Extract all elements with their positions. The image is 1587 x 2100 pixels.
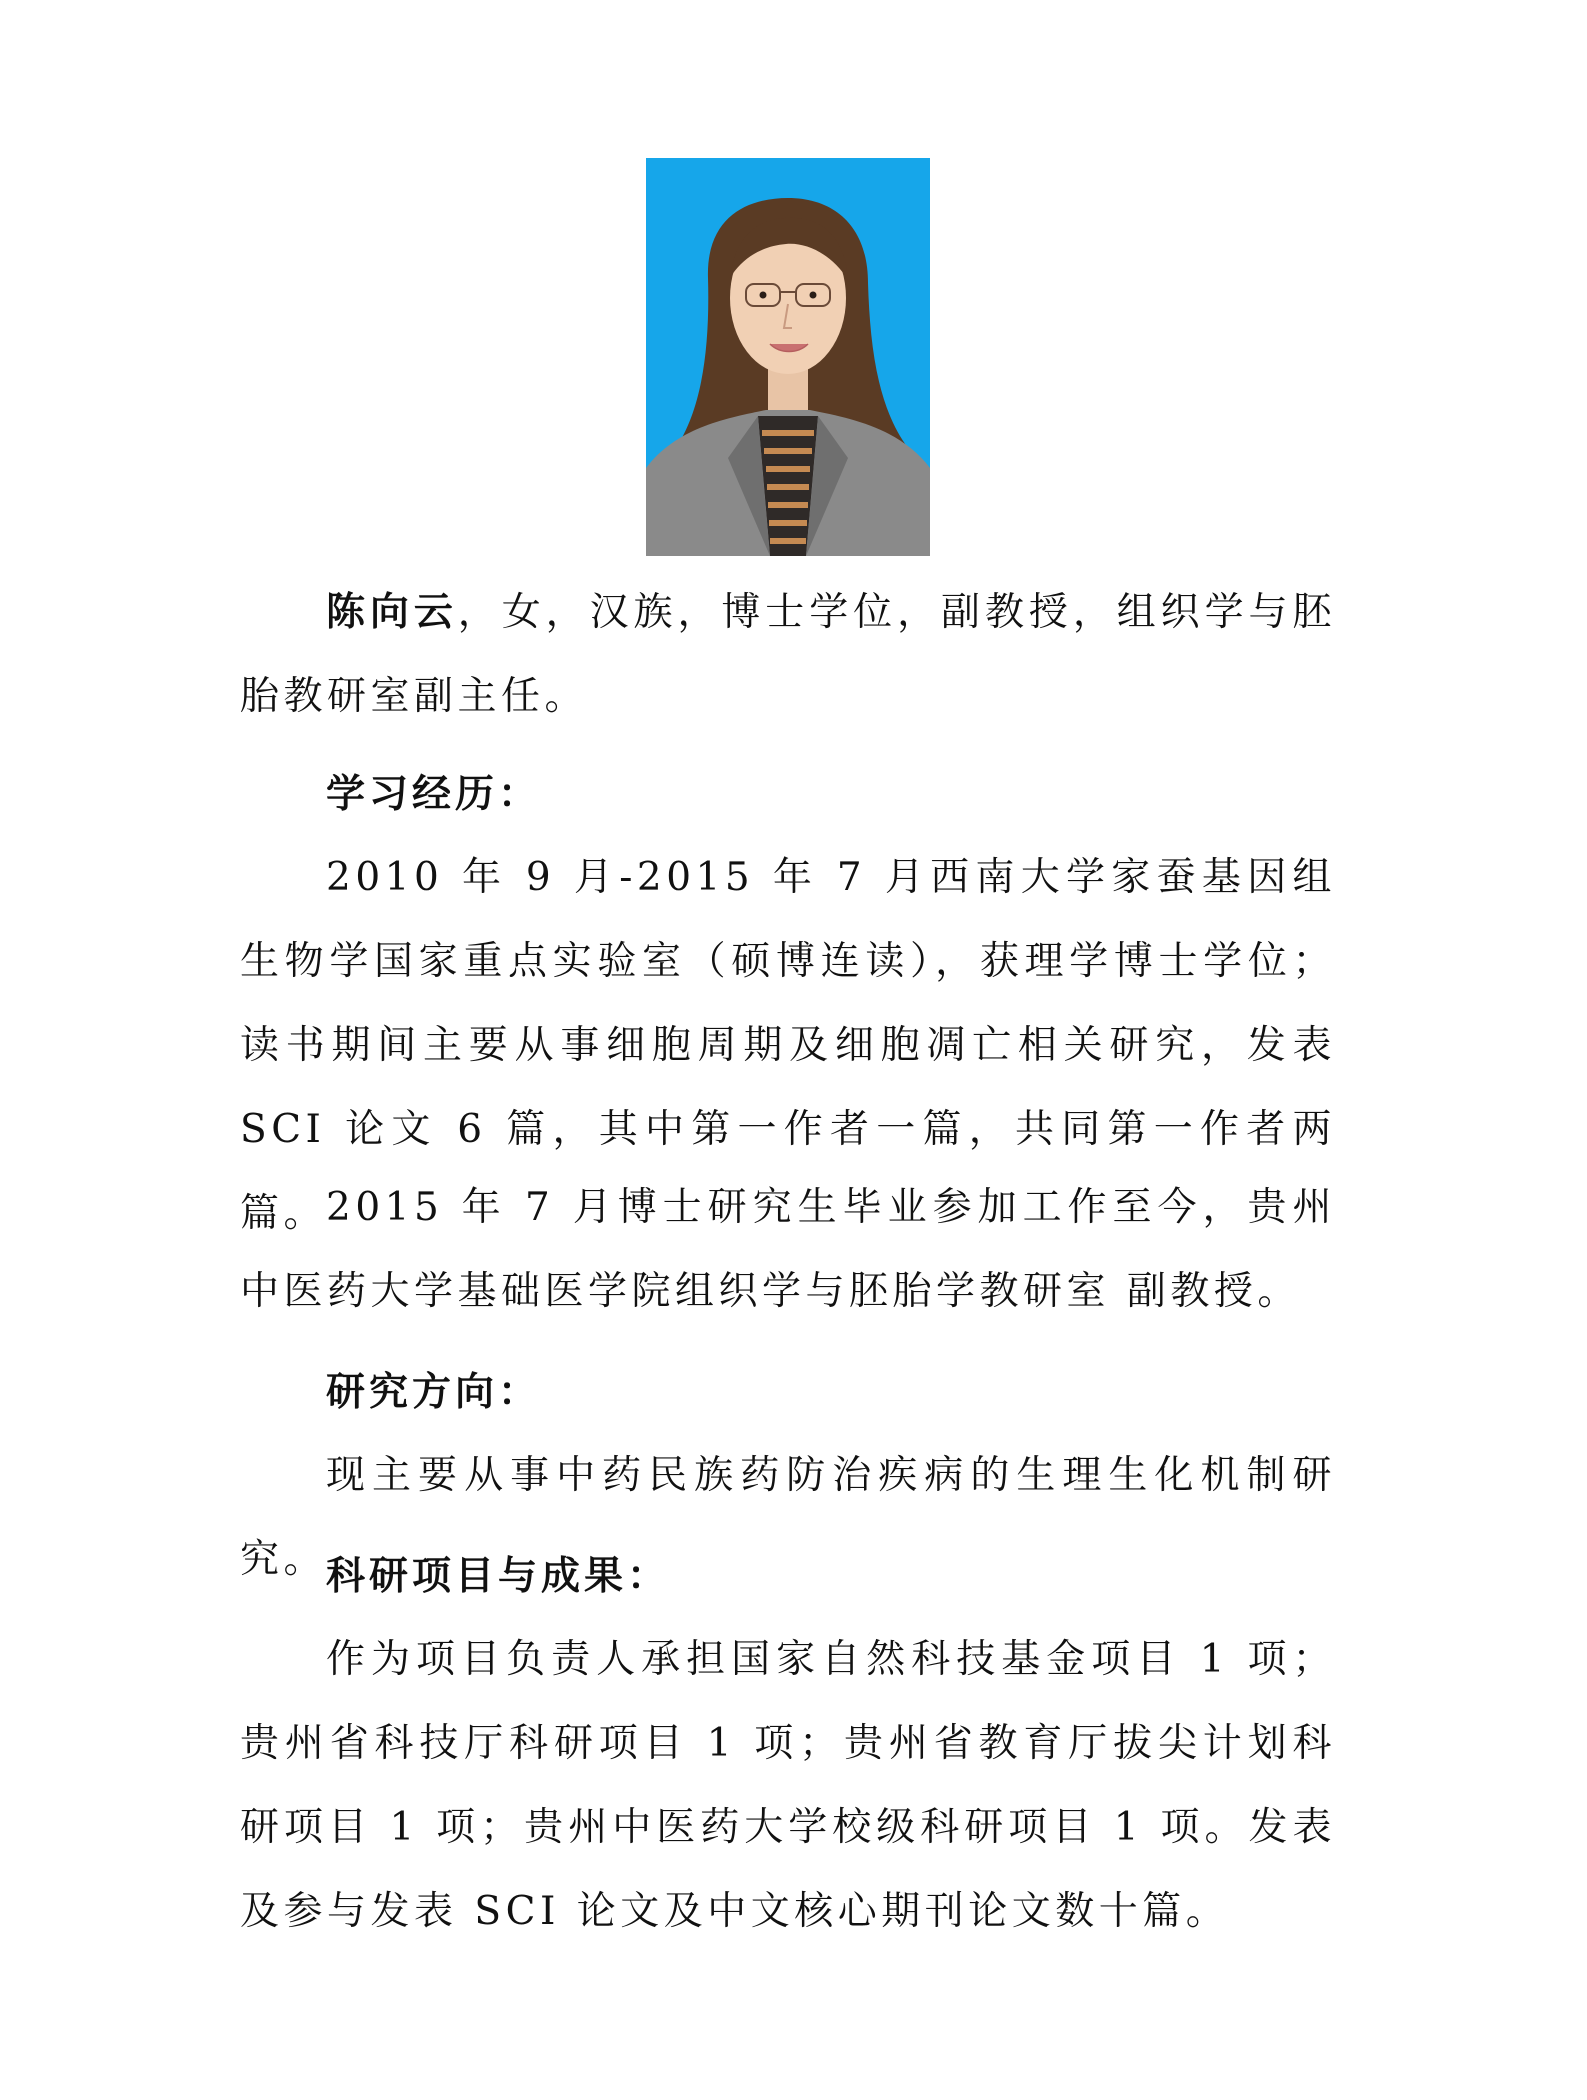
- profile-intro: [240, 570, 1336, 739]
- portrait-illustration: [646, 158, 930, 556]
- person-name: 陈向云: [326, 589, 458, 635]
- projects-text: 作为项目负责人承担国家自然科技基金项目 1 项；贵州省科技厅科研项目 1 项；贵州省教育厅拔尖计划科研项目 1 项；贵州中医药大学校级科研项目 1 项。发表及参与发表 SCI 论文及中文核心期刊论文数十篇。: [240, 1637, 1336, 1934]
- profile-photo: [646, 158, 930, 556]
- education-heading: 学习经历：: [326, 771, 542, 817]
- research-text: 现主要从事中药民族药防治疾病的生理生化机制研究。: [240, 1453, 1336, 1582]
- profile-intro-text: ，女，汉族，博士学位，副教授，组织学与胚胎教研室副主任。: [240, 590, 1336, 719]
- education-item-2: 2015 年 7 月博士研究生毕业参加工作至今，贵州中医药大学基础医学院组织学与胚胎学教研室 副教授。: [240, 1185, 1336, 1314]
- research-heading: 研究方向：: [326, 1369, 542, 1415]
- education-item-1: 2010 年 9 月-2015 年 7 月西南大学家蚕基因组生物学国家重点实验室（硕博连读），获理学博士学位；读书期间主要从事细胞周期及细胞凋亡相关研究，发表 SCI 论文 6 篇，其中第一作者一篇，共同第一作者两篇。: [240, 855, 1336, 1236]
- projects-heading: 科研项目与成果：: [326, 1553, 671, 1599]
